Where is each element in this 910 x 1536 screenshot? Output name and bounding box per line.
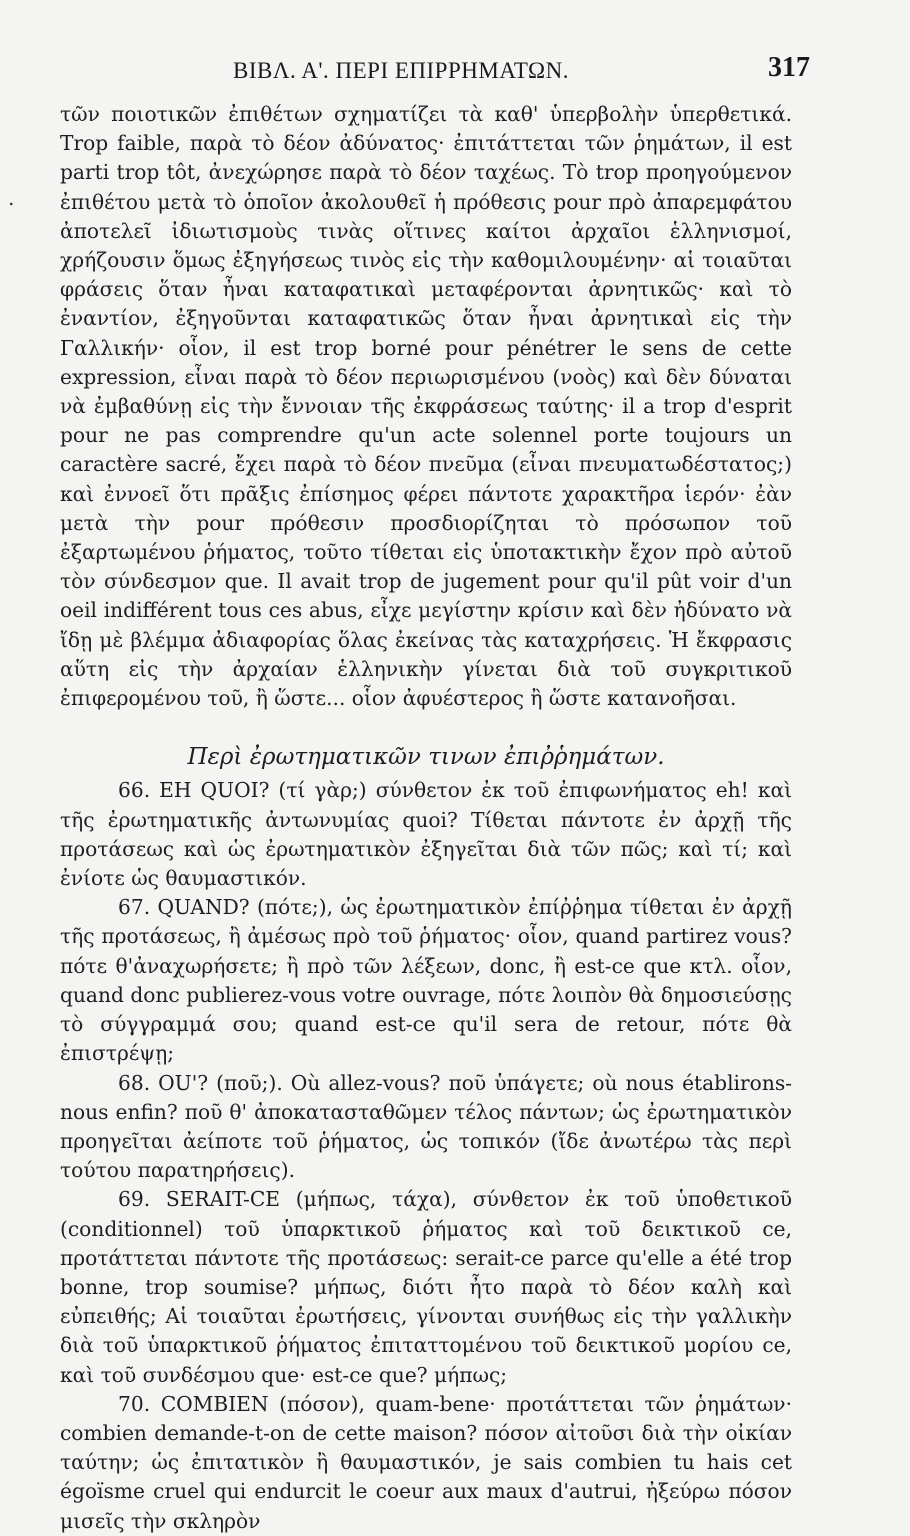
- entry-69: 69. SERAIT-CE (μήπως, τάχα), σύνθετον ἐκ τοῦ ὑποθετικοῦ (conditionnel) τοῦ ὑπαρκτικοῦ ῥήματος καὶ τοῦ δεικτικοῦ ce, προτάττεται πάντοτε τῆς προτάσεως: serait-ce parce qu'elle a été trop bonne, trop soumise? μήπως, διότι ἦτο παρὰ τὸ δέον καλὴ καὶ εὐπειθής; Αἱ τοιαῦται ἐρωτήσεις, γίνονται συνήθως εἰς τὴν γαλλικὴν διὰ τοῦ ὑπαρκτικοῦ ῥήματος ἐπιταττομένου τοῦ δεικτικοῦ μορίου ce, καὶ τοῦ συνδέσμου que· est-ce que? μήπως;: [60, 1187, 792, 1387]
- entry-70: 70. COMBIEN (πόσον), quam-bene· προτάττεται τῶν ῥημάτων· combien demande-t-on de cette maison? πόσον αἰτοῦσι διὰ τὴν οἰκίαν ταύτην; ὡς ἐπιτατικὸν ἢ θαυμαστικόν, je sais combien tu hais cet égoïsme cruel qui endurcit le coeur aux maux d'autrui, ἠξεύρω πόσον μισεῖς τὴν σκληρὸν: [60, 1391, 792, 1533]
- running-title: BIBΛ. Α'. ΠΕΡΙ ΕΠΙΡΡΗΜΑΤΩΝ.: [233, 58, 569, 83]
- entry-67: 67. QUAND? (πότε;), ὡς ἐρωτηματικὸν ἐπίῤῥημα τίθεται ἐν ἀρχῇ τῆς προτάσεως, ἢ ἀμέσως πρὸ τοῦ ῥήματος· οἷον, quand partirez vous? πότε θ'ἀναχωρήσετε; ἢ πρὸ τῶν λέξεων, donc, ἢ est-ce que κτλ. οἷον, quand donc publierez-vous votre ouvrage, πότε λοιπὸν θὰ δημοσιεύσῃς τὸ σύγγραμμά σου; quand est-ce qu'il sera de retour, πότε θὰ ἐπιστρέψῃ;: [60, 895, 792, 1066]
- body-paragraph: τῶν ποιοτικῶν ἐπιθέτων σχηματίζει τὰ καθ' ὑπερβολὴν ὑπερθετικά. Trop faible, παρὰ τὸ δέον ἀδύνατος· ἐπιτάττεται τῶν ῥημάτων, il est parti trop tôt, ἀνεχώρησε παρὰ τὸ δέον ταχέως. Τὸ trop προηγούμενον ἐπιθέτου μετὰ τὸ ὁποῖον ἀκολουθεῖ ἡ πρόθεσις pour πρὸ ἀπαρεμφάτου ἀποτελεῖ ἰδιωτισμοὺς τινὰς οἵτινες καίτοι ἀρχαῖοι ἑλληνισμοί, χρήζουσιν ὅμως ἐξηγήσεως τινὸς εἰς τὴν καθομιλουμένην· αἱ τοιαῦται φράσεις ὅταν ἦναι καταφατικαὶ μεταφέρονται ἀρνητικῶς· καὶ τὸ ἐναντίον, ἐξηγοῦνται καταφατικῶς ὅταν ἦναι ἀρνητικαὶ εἰς τὴν Γαλλικήν· οἷον, il est trop borné pour pénétrer le sens de cette expression, εἶναι παρὰ τὸ δέον περιωρισμένου (νοὸς) καὶ δὲν δύναται νὰ ἐμβαθύνῃ εἰς τὴν ἔννοιαν τῆς ἐκφράσεως ταύτης· il a trop d'esprit pour ne pas comprendre qu'un acte solennel porte toujours un caractère sacré, ἔχει παρὰ τὸ δέον πνεῦμα (εἶναι πνευματωδέστατος;) καὶ ἐννοεῖ ὅτι πρᾶξις ἐπίσημος φέρει πάντοτε χαρακτῆρα ἱερόν· ἐὰν μετὰ τὴν pour πρόθεσιν προσδιορίζηται τὸ πρόσωπον τοῦ ἐξαρτωμένου ῥήματος, τοῦτο τίθεται εἰς ὑποτακτικὴν ἔχον πρὸ αὐτοῦ τὸν σύνδεσμον que. Il avait trop de jugement pour qu'il pût voir d'un oeil indifférent tous ces abus, εἶχε μεγίστην κρίσιν καὶ δὲν ἠδύνατο νὰ ἴδῃ μὲ βλέμμα ἀδιαφορίας ὅλας ἐκείνας τὰς καταχρήσεις. Ἡ ἔκφρασις αὕτη εἰς τὴν ἀρχαίαν ἑλληνικὴν γίνεται διὰ τοῦ συγκριτικοῦ ἐπιφερομένου τοῦ, ἢ ὥστε... οἷον ἀφυέστερος ἢ ὥστε κατανοῆσαι.: [60, 102, 792, 711]
- entry-68: 68. OU'? (ποῦ;). Où allez-vous? ποῦ ὑπάγετε; où nous établirons-nous enfin? ποῦ θ' ἀποκατασταθῶμεν τέλος πάντων; ὡς ἐρωτηματικὸν προηγεῖται ἀείποτε τοῦ ῥήματος, ὡς τοπικόν (ἴδε ἀνωτέρω τὰς περὶ τούτου παρατηρήσεις).: [60, 1070, 792, 1183]
- margin-mark: .: [8, 186, 15, 210]
- page-number: 317: [768, 52, 810, 83]
- section-heading: Περὶ ἐρωτηματικῶν τινων ἐπιῤῥημάτων.: [187, 744, 665, 771]
- page-header: [60, 48, 810, 100]
- page-body: [60, 100, 792, 1536]
- entry-66: 66. EH QUOI? (τί γὰρ;) σύνθετον ἐκ τοῦ ἐπιφωνήματος eh! καὶ τῆς ἐρωτηματικῆς ἀντωνυμίας quoi? Τίθεται πάντοτε ἐν ἀρχῇ τῆς προτάσεως καὶ ὡς ἐρωτηματικὸν ἐξηγεῖται διὰ τῶν πῶς; καὶ τί; καὶ ἐνίοτε ὡς θαυμαστικόν.: [60, 778, 792, 891]
